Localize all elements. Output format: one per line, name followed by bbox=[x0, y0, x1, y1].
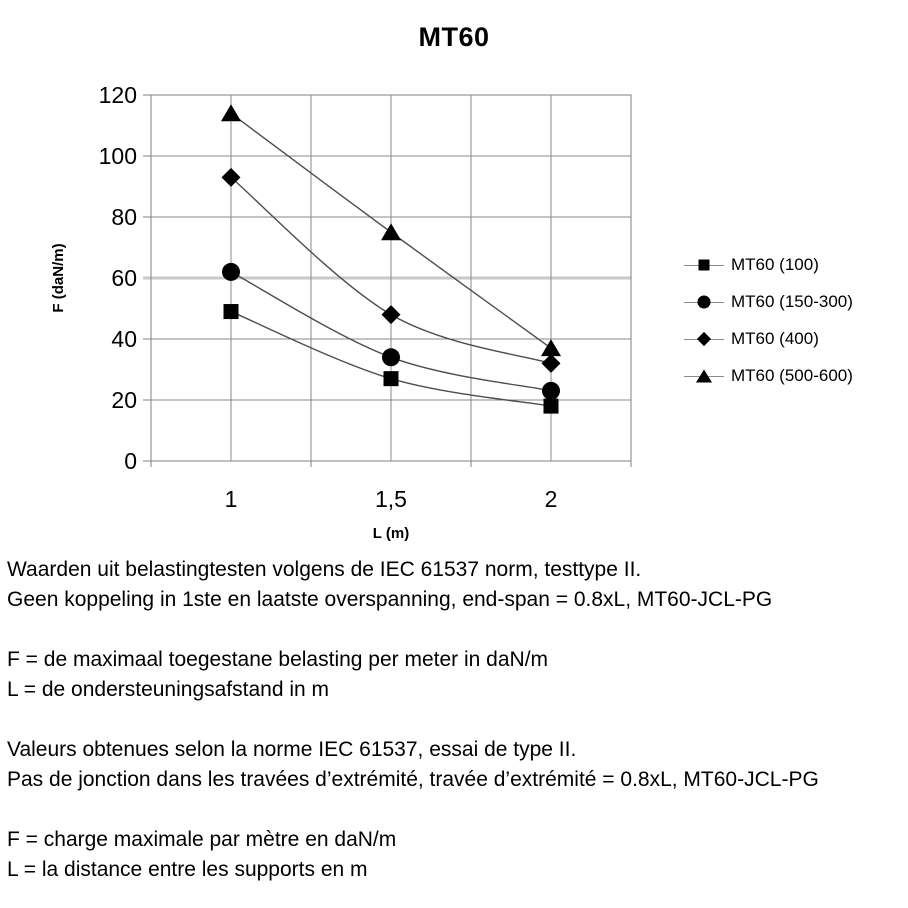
y-tick-label: 0 bbox=[124, 447, 137, 474]
chart-legend bbox=[684, 246, 853, 394]
note-line: L = de ondersteuningsafstand in m bbox=[7, 678, 330, 701]
data-point-circle bbox=[222, 263, 240, 281]
data-point-square bbox=[544, 399, 559, 414]
y-tick-label: 120 bbox=[98, 81, 137, 108]
legend-label: MT60 (400) bbox=[731, 328, 819, 348]
data-point-circle bbox=[542, 382, 560, 400]
note-line: Geen koppeling in 1ste en laatste overspanning, end-span = 0.8xL, MT60-JCL-PG bbox=[7, 588, 773, 611]
y-tick-label: 60 bbox=[111, 264, 137, 291]
legend-label: MT60 (500-600) bbox=[731, 365, 853, 385]
data-point-diamond bbox=[542, 354, 561, 373]
data-point-triangle bbox=[381, 223, 401, 240]
x-axis-title: L (m) bbox=[372, 525, 410, 542]
y-tick-label: 20 bbox=[111, 386, 137, 413]
legend-key bbox=[684, 330, 724, 348]
x-tick-label: 2 bbox=[544, 486, 558, 512]
x-tick-label: 1,5 bbox=[375, 486, 407, 512]
data-point-square bbox=[224, 304, 239, 319]
legend-marker-square bbox=[699, 259, 710, 270]
y-tick-label: 80 bbox=[111, 203, 137, 230]
legend-marker-circle bbox=[698, 295, 711, 308]
data-point-triangle bbox=[541, 339, 561, 356]
note-paragraph-fr-definitions bbox=[7, 825, 819, 885]
legend-marker-triangle bbox=[696, 369, 712, 382]
data-point-circle bbox=[382, 348, 400, 366]
data-point-diamond bbox=[382, 305, 401, 324]
note-line: F = charge maximale par mètre en daN/m bbox=[7, 828, 397, 851]
legend-marker-diamond bbox=[697, 331, 711, 345]
legend-label: MT60 (150-300) bbox=[731, 291, 853, 311]
x-tick-label: 1 bbox=[224, 486, 238, 512]
y-tick-label: 40 bbox=[111, 325, 137, 352]
legend-item bbox=[684, 357, 853, 394]
legend-key bbox=[684, 293, 724, 311]
note-line: Pas de jonction dans les travées d’extrémité, travée d’extrémité = 0.8xL, MT60-JCL-PG bbox=[7, 768, 819, 791]
notes-block bbox=[7, 555, 819, 908]
legend-key bbox=[684, 256, 724, 274]
note-line: F = de maximaal toegestane belasting per meter in daN/m bbox=[7, 648, 549, 671]
y-tick-label: 100 bbox=[98, 142, 137, 169]
note-paragraph-nl-definitions bbox=[7, 645, 819, 705]
chart-title: MT60 bbox=[418, 22, 490, 52]
legend-key bbox=[684, 367, 724, 385]
note-paragraph-nl-intro bbox=[7, 555, 819, 615]
legend-item bbox=[684, 283, 853, 320]
note-line: Valeurs obtenues selon la norme IEC 61537, essai de type II. bbox=[7, 738, 577, 761]
y-axis-title: F (daN/m) bbox=[50, 243, 67, 313]
data-point-triangle bbox=[221, 104, 241, 121]
note-paragraph-fr-intro bbox=[7, 735, 819, 795]
note-line: Waarden uit belastingtesten volgens de IEC 61537 norm, testtype II. bbox=[7, 558, 642, 581]
legend-item bbox=[684, 246, 853, 283]
note-line: L = la distance entre les supports en m bbox=[7, 858, 368, 881]
legend-item bbox=[684, 320, 853, 357]
data-point-square bbox=[384, 371, 399, 386]
legend-label: MT60 (100) bbox=[731, 254, 819, 274]
